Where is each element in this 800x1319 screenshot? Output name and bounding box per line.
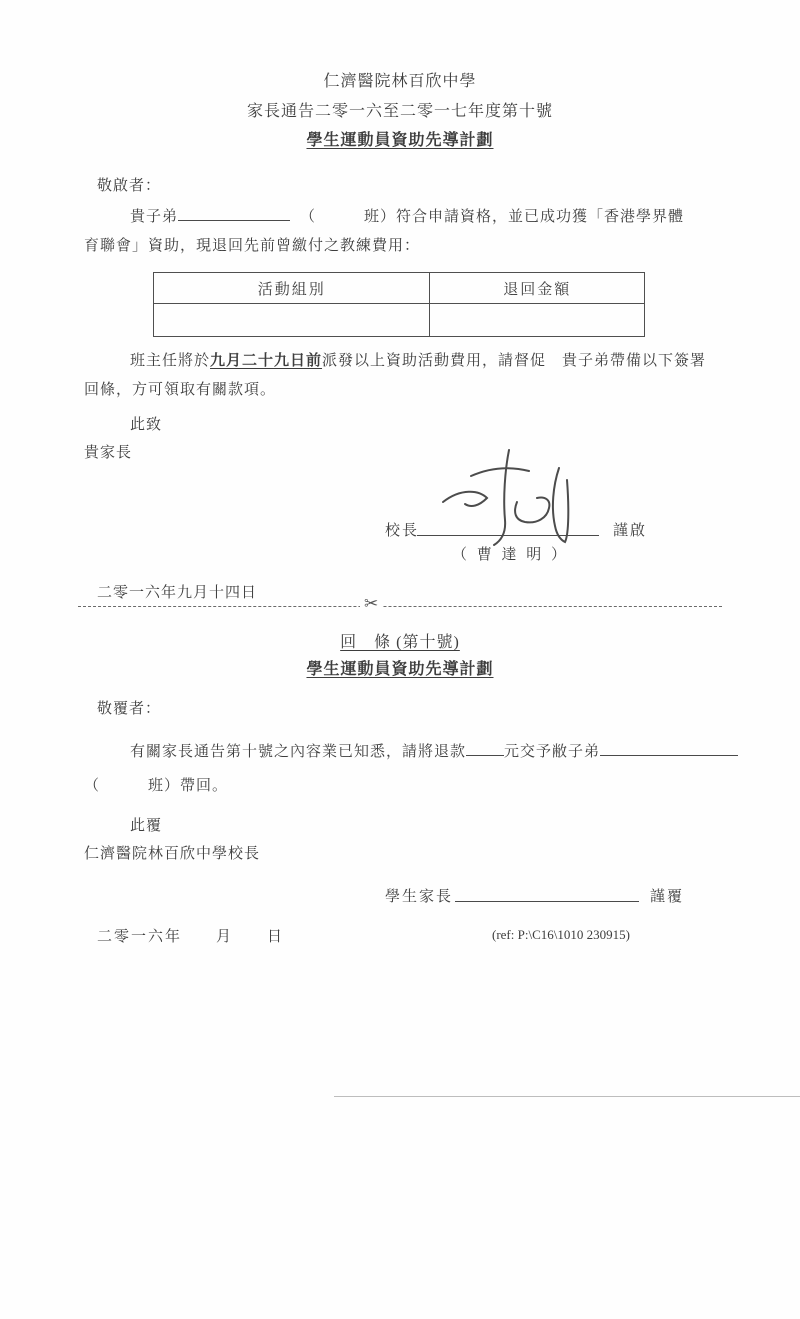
para2-post: 派發以上資助活動費用，請督促 貴子弟帶備以下簽署 [322,353,707,369]
para1-rest: 符合申請資格，並已成功獲「香港學界體 [396,209,685,225]
principal-role-label: 校長 [385,523,420,539]
para1-lead: 貴子弟 [130,209,179,225]
reply-body-line1 [130,740,738,761]
principal-signature-line [417,535,599,536]
reply-slip-subject: 學生運動員資助先導計劃 [306,661,494,678]
para1-line2: 育聯會」資助，現退回先前曾繳付之教練費用： [84,238,421,254]
cell-activity-group-empty [154,304,430,337]
reply-student-name-blank [600,740,738,756]
salutation: 敬啟者： [97,178,162,194]
para2-line2: 回條，方可領取有關款項。 [84,382,277,398]
reply-body-mid: 元交予敝子弟 [504,744,601,760]
table-empty-row [154,304,645,337]
recipient: 貴家長 [84,445,133,461]
principal-honorific: 謹啟 [613,523,648,539]
file-reference: (ref: P:\C16\1010 230915) [492,927,630,942]
parent-honorific: 謹覆 [650,889,685,905]
scan-artifact-line [334,1096,800,1097]
reply-body-pre: 有關家長通告第十號之內容業已知悉，請將退款 [130,744,467,760]
reply-body-line2: （ 班）帶回。 [84,778,229,794]
reply-addressee: 仁濟醫院林百欣中學校長 [84,846,261,862]
principal-handwritten-signature [413,446,603,548]
reply-salutation: 敬覆者： [97,701,162,717]
student-name-blank [178,205,290,221]
notice-number-line: 家長通告二零一六至二零一七年度第十號 [246,103,553,120]
cell-refund-amount-empty [430,304,645,337]
col-activity-group: 活動組別 [154,273,430,304]
letter-date: 二零一六年九月十四日 [97,585,258,601]
refund-amount-blank [466,740,504,756]
para2-pre: 班主任將於 [130,353,211,369]
reply-date-line: 二零一六年 月 日 [97,929,285,945]
table-header-row [154,273,645,304]
school-name: 仁濟醫院林百欣中學 [323,73,477,90]
principal-name: （ 曹 達 明 ） [452,547,570,563]
parent-label: 學生家長 [385,889,454,905]
scissors-icon: ✂ [360,594,382,614]
parent-signature-line [455,901,639,902]
para1-line1 [130,205,684,226]
para1-class-paren: （ 班） [300,209,397,225]
notice-subject: 學生運動員資助先導計劃 [306,132,494,149]
cut-dashed-line [78,606,722,607]
para2-line1 [130,349,706,370]
closing-cizhi: 此致 [130,417,163,433]
reply-slip-title: 回 條 (第十號) [340,634,460,651]
para2-deadline: 九月二十九日前 [210,353,323,369]
refund-table [153,272,645,337]
col-refund-amount: 退回金額 [430,273,645,304]
reply-closing: 此覆 [130,818,163,834]
